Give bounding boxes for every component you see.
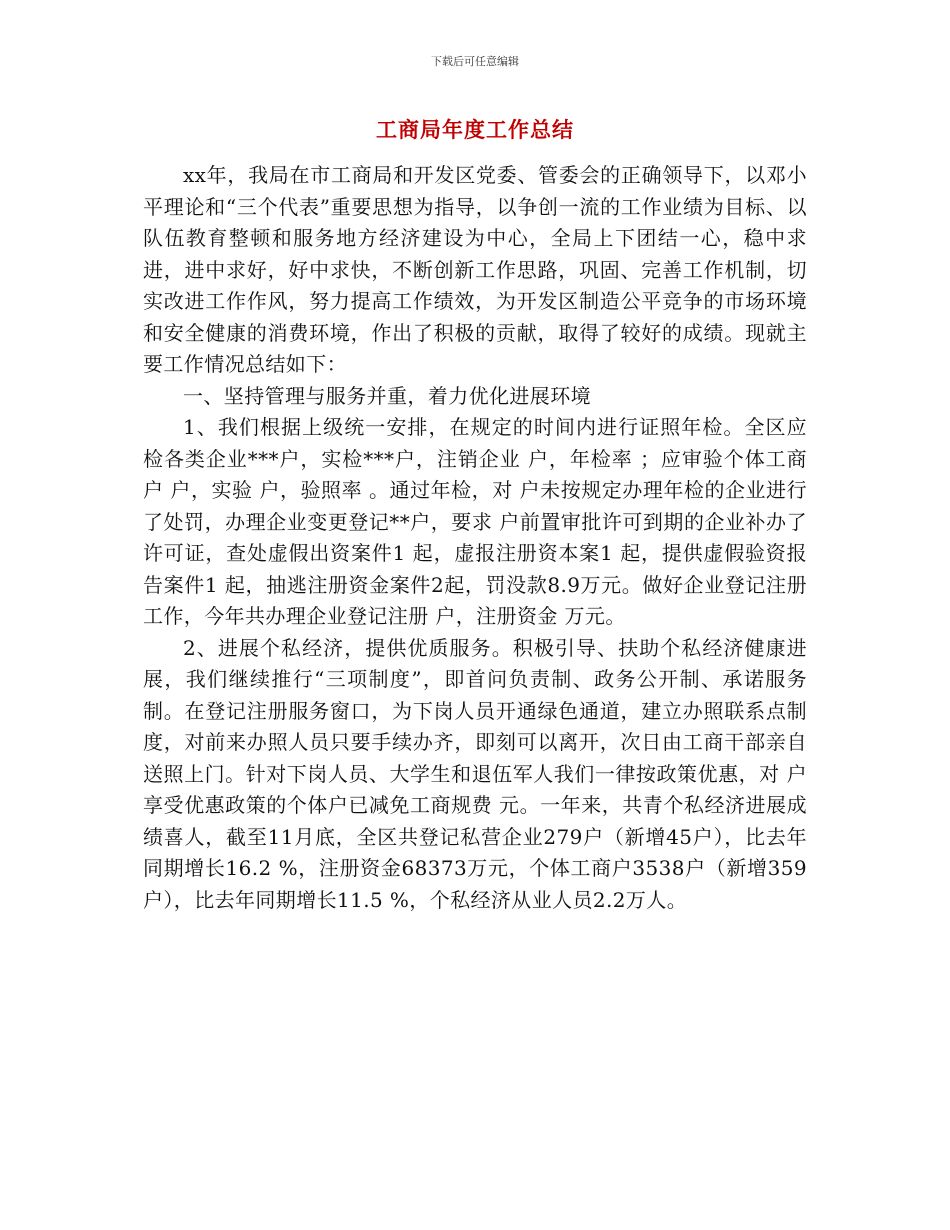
document-title: 工商局年度工作总结 — [376, 117, 574, 142]
document-body — [143, 160, 807, 916]
header-note: 下载后可任意编辑 — [431, 55, 519, 68]
paragraph-item-1: 1、我们根据上级统一安排，在规定的时间内进行证照年检。全区应检各类企业***户，实检***户，注销企业 户，年检率 ；应审验个体工商户 户，实验 户，验照率 。通过年检，对 户未按规定办理年检的企业进行了处罚，办理企业变更登记**户，要求 户前置审批许可到期的企业补办了许可证，查处虚假出资案件1 起，虚报注册资本案1 起，提供虚假验资报告案件1 起，抽逃注册资金案件2起，罚没款8.9万元。做好企业登记注册工作，今年共办理企业登记注册 户，注册资金 万元。 — [143, 415, 807, 628]
section-heading-1: 一、坚持管理与服务并重，着力优化进展环境 — [183, 383, 591, 408]
paragraph-item-2: 2、进展个私经济，提供优质服务。积极引导、扶助个私经济健康进展，我们继续推行“三项制度”，即首问负责制、政务公开制、承诺服务制。在登记注册服务窗口，为下岗人员开通绿色通道，建立办照联系点制度，对前来办照人员只要手续办齐，即刻可以离开，次日由工商干部亲自送照上门。针对下岗人员、大学生和退伍军人我们一律按政策优惠，对 户享受优惠政策的个体户已减免工商规费 元。一年来，共青个私经济进展成绩喜人，截至11月底，全区共登记私营企业279户（新增45户），比去年同期增长16.2 %，注册资金68373万元，个体工商户3538户（新增359户），比去年同期增长11.5 %，个私经济从业人员2.2万人。 — [143, 635, 807, 912]
paragraph-intro: xx年，我局在市工商局和开发区党委、管委会的正确领导下，以邓小平理论和“三个代表”重要思想为指导，以争创一流的工作业绩为目标、以队伍教育整顿和服务地方经济建设为中心，全局上下团结一心，稳中求进，进中求好，好中求快，不断创新工作思路，巩固、完善工作机制，切实改进工作作风，努力提高工作绩效，为开发区制造公平竞争的市场环境和安全健康的消费环境，作出了积极的贡献，取得了较好的成绩。现就主要工作情况总结如下： — [143, 163, 807, 376]
